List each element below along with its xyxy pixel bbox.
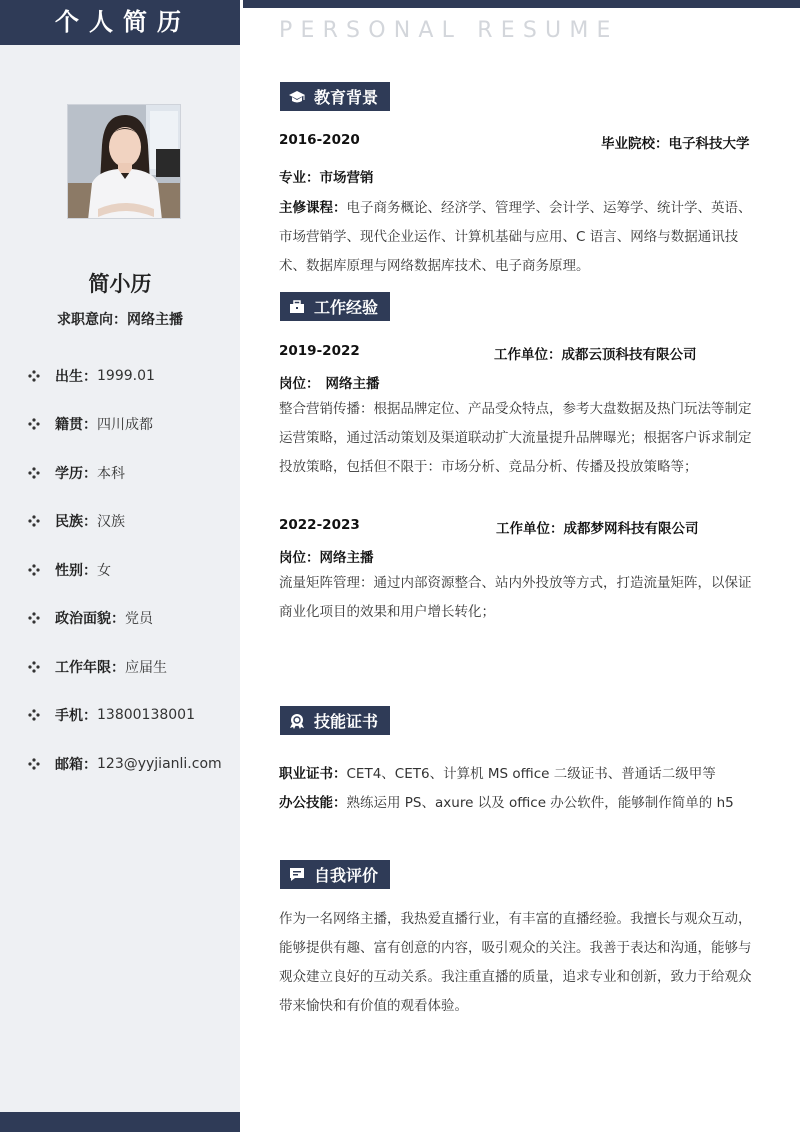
info-item-birth: [28, 366, 155, 386]
office-value: 熟练运用 PS、axure 以及 office 办公软件，能够制作简单的 h5: [346, 795, 734, 811]
info-value: 123@yyjianli.com: [97, 756, 222, 772]
info-item-hometown: [28, 414, 153, 434]
education-major: [279, 166, 374, 186]
profile-photo-image: [68, 105, 181, 219]
section-title: 自我评价: [314, 866, 379, 885]
cert-label: 职业证书：: [279, 766, 347, 782]
section-header-skills: [280, 706, 390, 735]
company-label: 工作单位：: [496, 521, 564, 537]
company-value: 成都云顶科技有限公司: [561, 347, 697, 363]
diamond-dots-icon: [28, 515, 40, 527]
info-key: 性别：: [55, 563, 97, 579]
info-key: 手机：: [55, 708, 97, 724]
cert-value: CET4、CET6、计算机 MS office 二级证书、普通话二级甲等: [346, 766, 716, 782]
job-description: 流量矩阵管理：通过内部资源整合、站内外投放等方式，打造流量矩阵，以保证商业化项目的效果和用户增长转化；: [279, 575, 752, 620]
diamond-dots-icon: [28, 467, 40, 479]
job-position: [279, 546, 374, 566]
info-item-political: [28, 608, 153, 628]
diamond-dots-icon: [28, 661, 40, 673]
job-intent: [0, 309, 240, 329]
info-value: 13800138001: [97, 707, 195, 723]
briefcase-icon: [288, 298, 306, 316]
self-evaluation-text: 作为一名网络主播，我热爱直播行业，有丰富的直播经验。我擅长与观众互动，能够提供有趣、富有创意的内容，吸引观众的关注。我善于表达和沟通，能够与观众建立良好的互动关系。我注重直播的质量，追求专业和创新，致力于给观众带来愉快和有价值的观看体验。: [279, 911, 752, 1014]
info-key: 工作年限：: [55, 660, 125, 676]
job-period: 2019-2022: [279, 343, 360, 359]
info-item-experience-years: [28, 657, 167, 677]
job-company: [496, 517, 699, 537]
resume-title: 个人简历: [0, 0, 240, 45]
courses-label: 主修课程：: [279, 200, 347, 216]
diamond-dots-icon: [28, 709, 40, 721]
info-value: 党员: [125, 611, 153, 627]
diamond-dots-icon: [28, 564, 40, 576]
info-key: 政治面貌：: [55, 611, 125, 627]
skills-office: [279, 791, 734, 811]
job-description: 整合营销传播：根据品牌定位、产品受众特点，参考大盘数据及热门玩法等制定运营策略，通过活动策划及渠道联动扩大流量提升品牌曝光；根据客户诉求制定投放策略，包括但不限于：市场分析、竞品分析、传播及投放策略等；: [279, 401, 752, 475]
info-value: 本科: [97, 466, 125, 482]
job-intent-value: 网络主播: [127, 312, 183, 328]
education-school: [601, 132, 750, 152]
info-key: 民族：: [55, 514, 97, 530]
job-position: [279, 372, 380, 392]
info-value: 1999.01: [97, 368, 155, 384]
section-title: 技能证书: [314, 712, 379, 731]
section-title: 教育背景: [314, 88, 379, 107]
info-item-gender: [28, 560, 111, 580]
info-item-phone: [28, 705, 195, 725]
school-label: 毕业院校：: [601, 136, 669, 152]
position-value: 网络主播: [325, 376, 380, 392]
award-icon: [288, 712, 306, 730]
english-title: PERSONAL RESUME: [279, 18, 619, 43]
major-value: 市场营销: [319, 170, 374, 186]
job-company: [494, 343, 697, 363]
job-intent-label: 求职意向：: [57, 312, 127, 328]
company-value: 成都梦网科技有限公司: [563, 521, 699, 537]
education-courses: [279, 194, 753, 281]
top-accent-bar: [243, 0, 800, 8]
sidebar-footer-bar: [0, 1112, 240, 1132]
info-key: 学历：: [55, 466, 97, 482]
info-value: 女: [97, 563, 111, 579]
position-value: 网络主播: [319, 550, 374, 566]
info-key: 出生：: [55, 369, 97, 385]
skills-certificates: [279, 762, 716, 782]
diamond-dots-icon: [28, 418, 40, 430]
diamond-dots-icon: [28, 370, 40, 382]
company-label: 工作单位：: [494, 347, 562, 363]
office-label: 办公技能：: [279, 795, 347, 811]
graduation-cap-icon: [288, 88, 306, 106]
info-key: 邮箱：: [55, 757, 97, 773]
info-item-email: [28, 754, 222, 774]
diamond-dots-icon: [28, 612, 40, 624]
section-header-education: [280, 82, 390, 111]
info-value: 应届生: [125, 660, 167, 676]
info-value: 汉族: [97, 514, 125, 530]
comment-icon: [288, 866, 306, 884]
info-item-education: [28, 463, 125, 483]
education-period: 2016-2020: [279, 132, 360, 148]
position-label: 岗位：: [279, 550, 320, 566]
position-label: 岗位：: [279, 376, 320, 392]
sidebar: [0, 0, 240, 1132]
school-value: 电子科技大学: [668, 136, 750, 152]
section-header-self: [280, 860, 390, 889]
profile-photo: [67, 104, 181, 219]
diamond-dots-icon: [28, 758, 40, 770]
courses-value: 电子商务概论、经济学、管理学、会计学、运筹学、统计学、英语、市场营销学、现代企业运作、计算机基础与应用、C 语言、网络与数据通讯技术、数据库原理与网络数据库技术、电子商务原理。: [279, 200, 752, 274]
major-label: 专业：: [279, 170, 320, 186]
info-value: 四川成都: [97, 417, 153, 433]
info-item-ethnicity: [28, 511, 125, 531]
job-period: 2022-2023: [279, 517, 360, 533]
section-title: 工作经验: [314, 298, 379, 317]
section-header-work: [280, 292, 390, 321]
candidate-name: 简小历: [88, 272, 152, 296]
info-key: 籍贯：: [55, 417, 97, 433]
